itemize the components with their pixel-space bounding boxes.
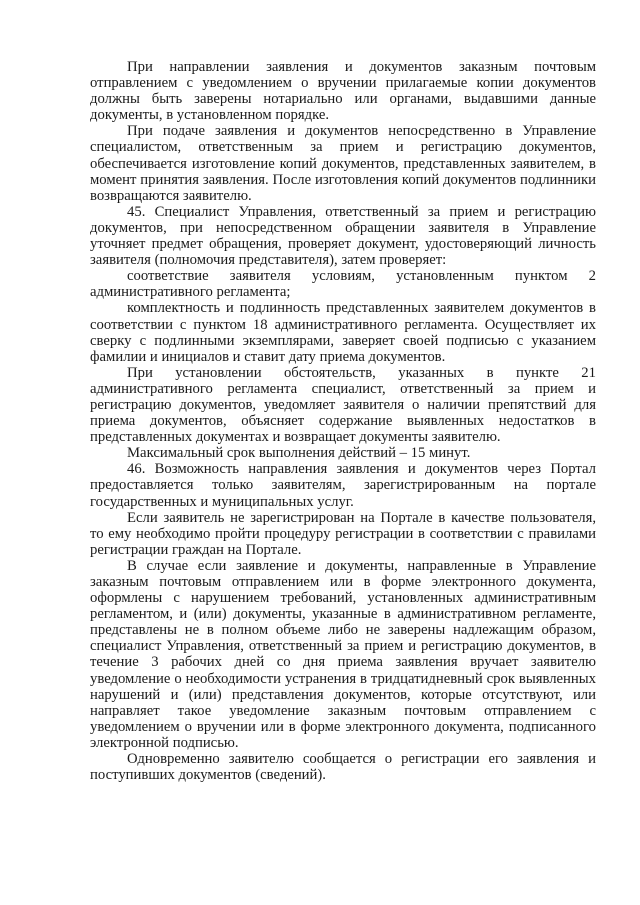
paragraph-portal-registration: Если заявитель не зарегистрирован на Портале в качестве пользователя, то ему необходимо пройти процедуру регистрации в соответствии с правилами регистрации граждан на Портале. xyxy=(90,509,596,558)
paragraph-item-46: 46. Возможность направления заявления и документов через Портал предоставляется только заявителям, зарегистрированным на портале государственных и муниципальных услуг. xyxy=(90,461,596,510)
document-body xyxy=(90,59,596,783)
paragraph-postal-submission: При направлении заявления и документов заказным почтовым отправлением с уведомлением о вручении прилагаемые копии документов должны быть заверены нотариально или органами, выдавшими данные документы, в установленном порядке. xyxy=(90,59,596,124)
paragraph-registration-notice: Одновременно заявителю сообщается о регистрации его заявления и поступивших документов (сведений). xyxy=(90,751,596,784)
paragraph-violations-notice: В случае если заявление и документы, направленные в Управление заказным почтовым отправлением или в форме электронного документа, оформлены с нарушением требований, установленных административным регламентом, и (или) документы, указанные в административном регламенте, представлены не в полном объеме либо не заверены надлежащим образом, специалист Управления, ответственный за прием и регистрацию документов, в течение 3 рабочих дней со дня приема заявления вручает заявителю уведомление о необходимости устранения в тридцатидневный срок выявленных нарушений и (или) представления документов, которые отсутствуют, или направляет такое уведомление заказным почтовым отправлением с уведомлением о вручении или в форме электронного документа, подписанного электронной подписью. xyxy=(90,557,596,751)
paragraph-direct-submission: При подаче заявления и документов непосредственно в Управление специалистом, ответственным за прием и регистрацию документов, обеспечивается изготовление копий документов, представленных заявителем, в момент принятия заявления. После изготовления копий документов подлинники возвращаются заявителю. xyxy=(90,123,596,204)
paragraph-obstacles: При установлении обстоятельств, указанных в пункте 21 административного регламента специалист, ответственный за прием и регистрацию документов, уведомляет заявителя о наличии препятствий для приема документов, объясняет содержание выявленных недостатков в представленных документах и возвращает документы заявителю. xyxy=(90,364,596,446)
paragraph-check-conditions: соответствие заявителя условиям, установленным пунктом 2 административного регламента; xyxy=(90,268,596,301)
paragraph-item-45: 45. Специалист Управления, ответственный за прием и регистрацию документов, при непосредственном обращении заявителя в Управление уточняет предмет обращения, проверяет документ, удостоверяющий личность заявителя (полномочия представителя), затем проверяет: xyxy=(90,203,596,269)
paragraph-check-completeness: комплектность и подлинность представленных заявителем документов в соответствии с пунктом 18 административного регламента. Осуществляет их сверку с подлинными экземплярами, заверяет своей подписью с указанием фамилии и инициалов и ставит дату приема документов. xyxy=(90,300,596,365)
paragraph-max-time: Максимальный срок выполнения действий – 15 минут. xyxy=(127,445,471,462)
